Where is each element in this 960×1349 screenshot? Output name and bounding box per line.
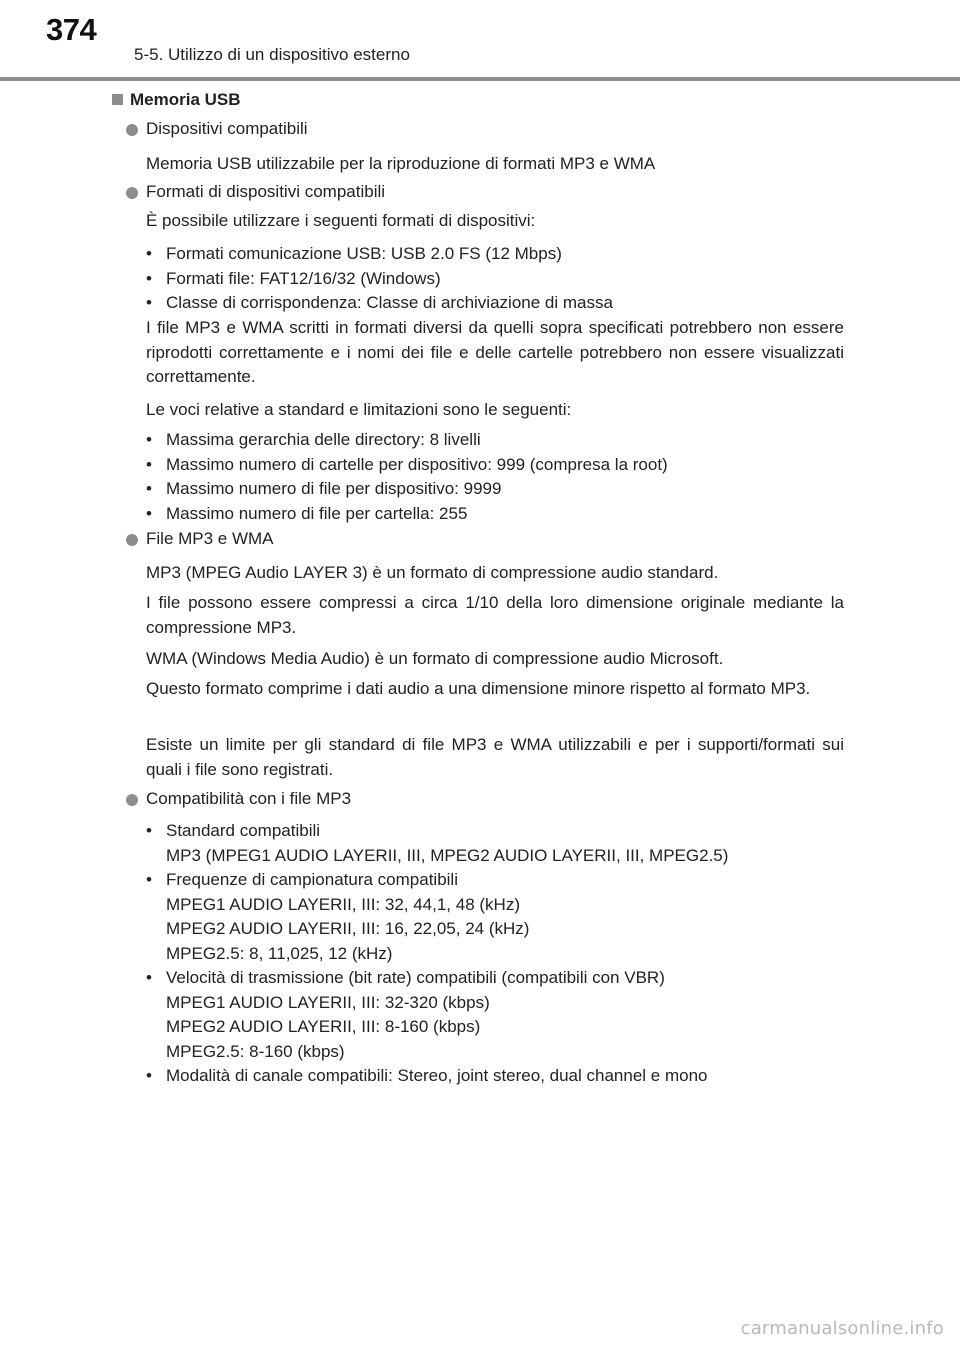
limits-list (146, 428, 846, 526)
list-item: • Massimo numero di file per cartella: 255 (146, 503, 468, 523)
paragraph: Le voci relative a standard e limitazioni sono le seguenti: (146, 400, 572, 419)
round-bullet-icon (126, 794, 138, 806)
list-item: • Massimo numero di file per dispositivo: 9999 (146, 479, 502, 498)
round-bullet-icon (126, 534, 138, 546)
list-item: • Modalità di canale compatibili: Stereo, joint stereo, dual channel e mono (146, 1066, 708, 1085)
watermark: carmanualsonline.info (740, 1318, 944, 1339)
list-item-detail: MPEG1 AUDIO LAYERII, III: 32, 44,1, 48 (kHz) (166, 894, 520, 914)
square-bullet-icon (112, 94, 123, 105)
list-item-detail: MPEG1 AUDIO LAYERII, III: 32-320 (kbps) (166, 992, 490, 1012)
list-item: • Frequenze di campionatura compatibili (146, 870, 458, 889)
paragraph: I file possono essere compressi a circa 1/10 della loro dimensione originale mediante la compressione MP3. (146, 593, 844, 637)
paragraph: MP3 (MPEG Audio LAYER 3) è un formato di compressione audio standard. (146, 563, 719, 582)
mp3-compat-list (146, 819, 846, 1089)
list-item-detail: MPEG2 AUDIO LAYERII, III: 8-160 (kbps) (166, 1017, 481, 1036)
list-item-detail: MPEG2 AUDIO LAYERII, III: 16, 22,05, 24 (kHz) (166, 919, 530, 938)
list-item: • Massimo numero di cartelle per dispositivo: 999 (compresa la root) (146, 454, 668, 474)
paragraph: Memoria USB utilizzabile per la riproduzione di formati MP3 e WMA (146, 154, 656, 173)
paragraph: Questo formato comprime i dati audio a una dimensione minore rispetto al formato MP3. (146, 679, 811, 698)
format-list (146, 242, 846, 316)
section-heading (112, 90, 241, 110)
list-item: • Classe di corrispondenza: Classe di archiviazione di massa (146, 293, 613, 312)
section-heading-label: Memoria USB (130, 90, 241, 109)
list-item: • Formati file: FAT12/16/32 (Windows) (146, 268, 441, 288)
list-item-detail: MP3 (MPEG1 AUDIO LAYERII, III, MPEG2 AUDIO LAYERII, III, MPEG2.5) (166, 845, 729, 865)
subheading-label: Dispositivi compatibili (146, 119, 308, 138)
list-item: • Standard compatibili (146, 821, 321, 840)
list-item: • Massima gerarchia delle directory: 8 livelli (146, 430, 481, 449)
paragraph: WMA (Windows Media Audio) è un formato di compressione audio Microsoft. (146, 649, 724, 668)
page-number: 374 (46, 12, 97, 47)
header-divider (0, 77, 960, 81)
list-item-detail: MPEG2.5: 8-160 (kbps) (166, 1041, 345, 1061)
list-item: • Velocità di trasmissione (bit rate) compatibili (compatibili con VBR) (146, 968, 665, 987)
section-title: 5-5. Utilizzo di un dispositivo esterno (134, 45, 410, 64)
subheading-label: File MP3 e WMA (146, 529, 274, 548)
list-item-detail: MPEG2.5: 8, 11,025, 12 (kHz) (166, 943, 393, 963)
paragraph: Esiste un limite per gli standard di file MP3 e WMA utilizzabili e per i supporti/formati sui quali i file sono registrati. (146, 735, 844, 779)
paragraph: È possibile utilizzare i seguenti formati di dispositivi: (146, 211, 536, 230)
page-header (0, 0, 960, 82)
subheading-label: Formati di dispositivi compatibili (146, 182, 386, 201)
paragraph-note: I file MP3 e WMA scritti in formati diversi da quelli sopra specificati potrebbero non essere riprodotti correttamente e i nomi dei file e delle cartelle potrebbero non essere visualizzati correttamente. (146, 318, 844, 386)
round-bullet-icon (126, 124, 138, 136)
round-bullet-icon (126, 187, 138, 199)
list-item: • Formati comunicazione USB: USB 2.0 FS (12 Mbps) (146, 244, 562, 263)
subheading-label: Compatibilità con i file MP3 (146, 789, 352, 808)
